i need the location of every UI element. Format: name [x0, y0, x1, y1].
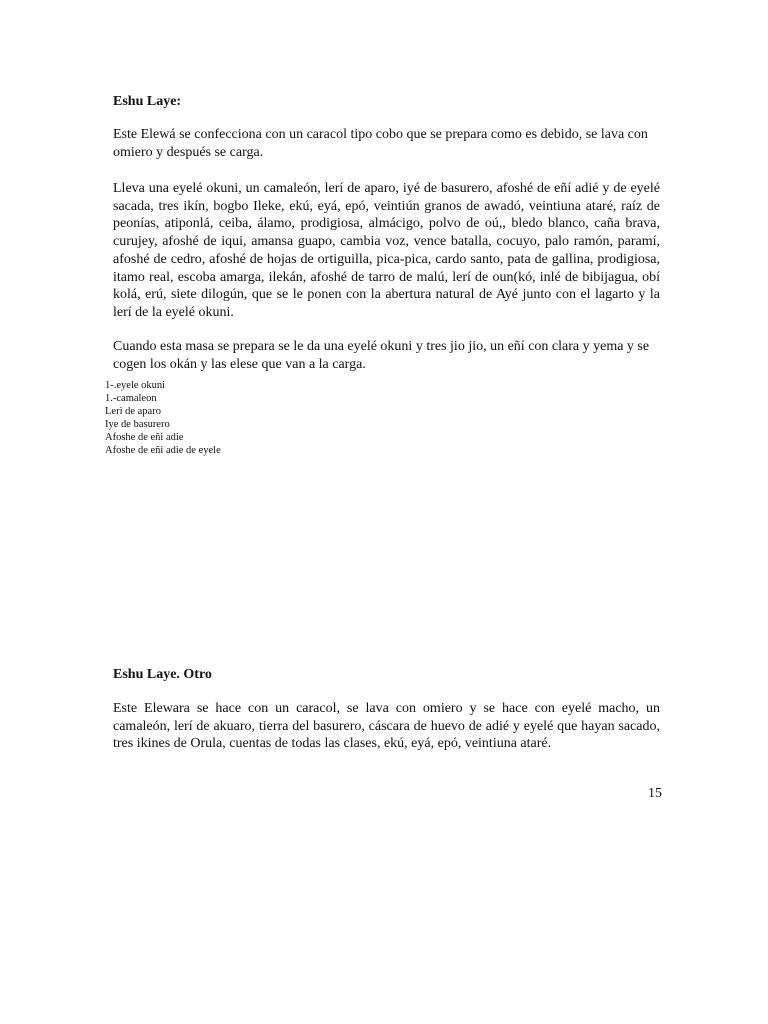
list-item: 1-.eyele okuni: [105, 380, 166, 391]
paragraph-otro: Este Elewara se hace con un caracol, se lava con omiero y se hace con eyelé macho, un camaleón, lerí de akuaro, tierra del basurero, cáscara de huevo de adié y eyelé que hayan sacado, tres ikines de Orula, cuentas de todas las clases, ekú, eyá, epó, veintiuna ataré.: [113, 701, 660, 752]
section-title-eshu-laye: Eshu Laye:: [113, 94, 182, 109]
list-item: Iye de basurero: [105, 419, 170, 430]
paragraph-intro: Este Elewá se confecciona con un caracol tipo cobo que se prepara como es debido, se lava con omiero y después se carga.: [113, 127, 648, 160]
ingredient-list: [105, 379, 221, 457]
list-item: Leri de aparo: [105, 406, 161, 417]
section-title-eshu-laye-otro: Eshu Laye. Otro: [113, 667, 212, 682]
page-number: 15: [648, 786, 662, 801]
list-item: Afoshe de eñi adie de eyele: [105, 445, 221, 456]
list-item: 1.-camaleon: [105, 393, 157, 404]
list-item: Afoshe de eñi adie: [105, 432, 184, 443]
paragraph-preparation: Cuando esta masa se prepara se le da una eyelé okuni y tres jio jio, un eñí con clara y yema y se cogen los okán y las elese que van a la carga.: [113, 339, 650, 372]
paragraph-ingredients: Lleva una eyelé okuni, un camaleón, lerí de aparo, iyé de basurero, afoshé de eñí adié y de eyelé sacada, tres ikín, bogbo Ileke, ekú, eyá, epó, veintiún granos de awadó, veintiuna ataré, raíz de peonías, atiponlá, ceiba, álamo, prodigiosa, almácigo, polvo de oú,, bledo blanco, caña brava, curujey, afoshé de iqui, amansa guapo, cambia voz, vence batalla, cocuyo, palo ramón, paramí, afoshé de cedro, afoshé de hojas de ortiguilla, pica-pica, cardo santo, pata de gallina, prodigiosa, itamo real, escoba amarga, ilekán, afoshé de tarro de malú, lerí de oun(kó, inlé de bibijagua, obí kolá, erú, siete dilogún, que se le ponen con la abertura natural de Ayé junto con el lagarto y la lerí de la eyelé okuni.: [113, 181, 660, 320]
